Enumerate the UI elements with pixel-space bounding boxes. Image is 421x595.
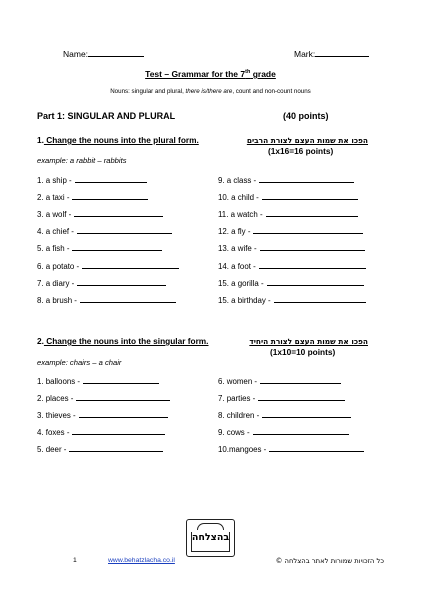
exercise-item-label: 3. thieves - [37,411,76,421]
exercise-item-label: 9. a class - [218,176,257,185]
answer-blank[interactable] [253,225,363,234]
title-suffix: grade [250,69,276,79]
exercise-item [218,375,341,386]
answer-blank[interactable] [69,443,163,452]
answer-blank[interactable] [262,409,351,418]
behatzlacha-logo [186,519,235,557]
exercise-item-label: 12. a fly - [218,227,251,237]
name-label: Name: [63,49,89,59]
title-superscript: th [245,69,251,76]
subtitle-italic: there is/there are [185,88,233,95]
copyright-text: כל הזכויות שמורות לאתר בהצלחה © [275,557,384,565]
answer-blank[interactable] [266,208,358,217]
answer-blank[interactable] [259,174,354,183]
exercise-item-label: 5. deer - [37,445,67,455]
answer-blank[interactable] [262,191,358,200]
exercise-item [37,174,147,185]
answer-blank[interactable] [74,208,163,217]
logo-text: בהצלחה [191,532,230,543]
mark-field[interactable] [294,48,369,59]
section1-instruction [37,135,199,145]
exercise-item-label: 14. a foot - [218,261,256,271]
page-title [0,69,421,79]
answer-blank[interactable] [83,375,159,384]
exercise-item [37,242,162,253]
exercise-item [37,426,165,437]
exercise-item-label: 9. cows - [218,428,250,438]
section2-hebrew: הפכו את שמות העצם לצורת היחיד [249,337,368,346]
answer-blank[interactable] [260,242,365,251]
page-subtitle [0,88,421,95]
exercise-item-label: 10. a child - [218,193,259,203]
exercise-item [218,392,345,403]
exercise-item-label: 4. foxes - [37,428,70,438]
exercise-item [218,443,364,454]
exercise-item [218,242,365,253]
section1-points: (1x16=16 points) [268,146,334,156]
exercise-item-label: 1. a ship - [37,176,72,185]
exercise-item [37,277,166,288]
title-prefix: Test – Grammar for the 7 [145,69,246,79]
section2-instruction [37,336,208,346]
exercise-item [218,208,358,219]
exercise-item [218,294,366,305]
answer-blank[interactable] [80,294,176,303]
exercise-item [37,294,176,305]
answer-blank[interactable] [82,260,179,269]
name-field[interactable] [63,48,144,59]
answer-blank[interactable] [79,409,168,418]
exercise-item-label: 7. parties - [218,394,256,404]
mark-blank[interactable] [315,48,369,57]
exercise-item [37,260,179,271]
section2-number: 2. [37,336,44,346]
section1-number: 1. [37,135,44,145]
exercise-item-label: 1. balloons - [37,377,80,386]
section2-points: (1x10=10 points) [270,347,336,357]
exercise-item-label: 3. a wolf - [37,210,72,220]
exercise-item-label: 2. a taxi - [37,193,70,203]
exercise-item [218,191,358,202]
answer-blank[interactable] [253,426,349,435]
exercise-item [218,260,366,271]
answer-blank[interactable] [72,242,162,251]
exercise-item [37,208,163,219]
answer-blank[interactable] [269,443,364,452]
section2-example: example: chairs – a chair [37,358,122,367]
section2-instruction-text: Change the nouns into the singular form. [43,336,209,346]
mark-label: Mark: [294,49,316,59]
part1-heading: Part 1: SINGULAR AND PLURAL [37,111,176,121]
exercise-item-label: 5. a fish - [37,244,70,254]
answer-blank[interactable] [72,426,165,435]
answer-blank[interactable] [76,392,170,401]
exercise-item-label: 7. a diary - [37,278,75,288]
exercise-item-label: 6. women - [218,377,258,386]
exercise-item-label: 15. a gorilla - [218,278,264,288]
exercise-item-label: 2. places - [37,394,74,404]
exercise-item [218,225,363,236]
answer-blank[interactable] [260,375,341,384]
name-blank[interactable] [88,48,144,57]
subtitle-text-b: , count and non-count nouns [232,88,311,95]
logo-arc [197,523,224,530]
exercise-item [37,191,148,202]
exercise-item [37,225,172,236]
website-link[interactable]: www.behatzlacha.co.il [108,557,175,564]
answer-blank[interactable] [75,174,147,183]
exercise-item-label: 15. a birthday - [218,295,271,305]
exercise-item-label: 13. a wife - [218,244,257,254]
exercise-item-label: 11. a watch - [218,210,263,220]
exercise-item [37,375,159,386]
exercise-item-label: 8. children - [218,411,260,421]
exercise-item [37,409,168,420]
answer-blank[interactable] [72,191,148,200]
exercise-item [37,392,170,403]
answer-blank[interactable] [77,225,172,234]
section1-example: example: a rabbit – rabbits [37,156,127,165]
exercise-item [218,277,364,288]
exercise-item [218,174,354,185]
exercise-item-label: 4. a chief - [37,227,74,237]
exercise-item [37,443,163,454]
answer-blank[interactable] [259,260,366,269]
exercise-item [218,409,351,420]
section1-instruction-text: Change the nouns into the plural form. [43,135,199,145]
answer-blank[interactable] [77,277,166,286]
exercise-item-label: 8. a brush - [37,295,77,305]
subtitle-text-a: Nouns: singular and plural, [110,88,186,95]
section1-hebrew: הפכו את שמות העצם לצורת הרבים [246,136,368,145]
exercise-item [218,426,349,437]
part1-points: (40 points) [283,111,329,121]
answer-blank[interactable] [258,392,345,401]
answer-blank[interactable] [274,294,366,303]
exercise-item-label: 10.mangoes - [218,445,267,455]
page-number: 1 [73,557,77,564]
answer-blank[interactable] [267,277,364,286]
exercise-item-label: 6. a potato - [37,261,80,271]
